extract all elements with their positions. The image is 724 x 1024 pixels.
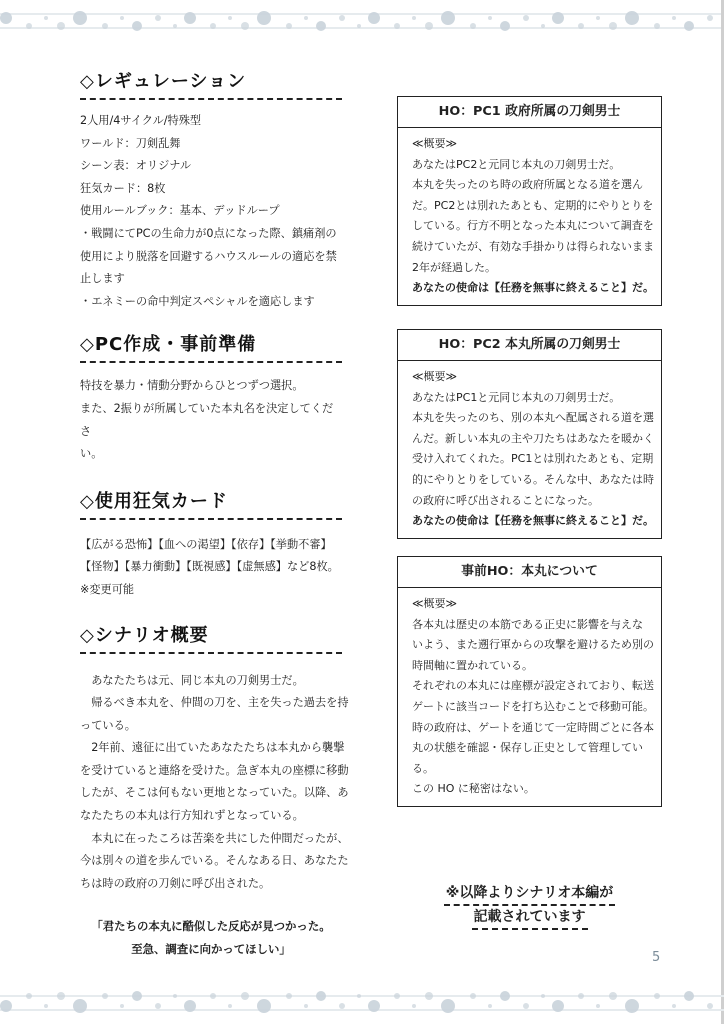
- border-dot: [625, 999, 639, 1013]
- regulation-line: ワールド：刀剣乱舞: [80, 136, 181, 150]
- regulation-line: 狂気カード：8枚: [80, 181, 166, 195]
- dot-border-top: [0, 0, 724, 40]
- ho-pre-line: それぞれの本丸には座標が設定されており、転送: [412, 679, 654, 693]
- border-dot: [488, 16, 492, 20]
- ho-pc2-mission: あなたの使命は【任務を無事に終えること】だ。: [412, 514, 654, 528]
- border-dot: [654, 23, 660, 29]
- ho-pc2-line: あなたはPC1と元同じ本丸の刀剣男士だ。: [412, 390, 621, 404]
- ho-pc1-mission: あなたの使命は【任務を無事に終えること】だ。: [412, 281, 654, 295]
- continuation-note-line2: 記載されています: [472, 907, 588, 930]
- synopsis-quote: [80, 915, 342, 960]
- border-dot: [73, 11, 87, 25]
- border-dot: [155, 1003, 161, 1009]
- ho-pre-line: 各本丸は歴史の本筋である正史に影響を与えな: [412, 617, 643, 631]
- border-dot: [73, 999, 87, 1013]
- top-decoration: [0, 0, 724, 40]
- border-dot: [228, 16, 232, 20]
- ho-pre-line: この HO に秘密はない。: [412, 782, 535, 796]
- border-dot: [707, 1003, 713, 1009]
- border-dot: [257, 999, 271, 1013]
- border-dot: [500, 991, 510, 1001]
- border-dot: [26, 993, 32, 999]
- ho-pc2-title: HO：PC2 本丸所属の刀剣男士: [398, 330, 661, 361]
- border-dot: [57, 22, 65, 30]
- border-dot: [44, 16, 48, 20]
- ho-pre-box: [397, 556, 662, 807]
- continuation-note-line1: ※以降よりシナリオ本編が: [444, 883, 615, 906]
- border-dot: [470, 993, 476, 999]
- page-number: 5: [652, 950, 661, 965]
- ho-pc1-title: HO：PC1 政府所属の刀剣男士: [398, 97, 661, 128]
- border-dot: [552, 12, 564, 24]
- ho-pre-line: いよう、また遡行軍からの攻撃を避けるため別の: [412, 638, 654, 652]
- border-dot: [357, 994, 361, 998]
- ho-pc1-line: 2年が経過した。: [412, 260, 496, 274]
- ho-pc1-line: 本丸を失ったのち時の政府所属となる道を選ん: [412, 178, 643, 192]
- border-dot: [241, 22, 249, 30]
- ho-pre-line: ≪概要≫: [412, 597, 458, 610]
- border-dot: [210, 23, 216, 29]
- bottom-decoration: [0, 984, 724, 1024]
- ho-pc1-line: だ。PC2とは別れたあとも、定期的にやりとりを: [412, 198, 654, 212]
- ho-pc2-box: [397, 329, 662, 539]
- madness-cards-heading: ◇使用狂気カード: [80, 490, 342, 520]
- border-dot: [470, 23, 476, 29]
- ho-pre-title: 事前HO：本丸について: [398, 557, 661, 588]
- border-dot: [339, 1003, 345, 1009]
- border-dot: [286, 23, 292, 29]
- ho-pc1-line: している。行方不明となった本丸について調査を: [412, 219, 654, 233]
- border-dot: [412, 1004, 416, 1008]
- synopsis-line: なたたちの本丸は行方知れずとなっている。: [80, 809, 304, 823]
- border-dot: [707, 15, 713, 21]
- regulation-list: [80, 110, 342, 313]
- border-dot: [672, 1004, 676, 1008]
- quote-line: 「君たちの本丸に酷似した反応が見つかった。: [91, 919, 331, 934]
- regulation-line: シーン表：オリジナル: [80, 159, 192, 173]
- border-dot: [672, 16, 676, 20]
- border-dot: [0, 1000, 12, 1012]
- ho-pc2-line: 的にやりとりをしている。そんな中、あなたは時: [412, 472, 654, 486]
- synopsis-line: あなたたちは元、同じ本丸の刀剣男士だ。: [80, 673, 304, 687]
- regulation-line: ・エネミーの命中判定スペシャルを適応します: [80, 294, 315, 308]
- left-column: [80, 70, 349, 961]
- ho-pre-line: 丸の状態を確認・保存し正史として管理してい: [412, 741, 643, 755]
- border-dot: [425, 22, 433, 30]
- border-dot: [132, 21, 142, 31]
- synopsis-heading: ◇シナリオ概要: [80, 624, 342, 654]
- border-dot: [339, 15, 345, 21]
- border-dot: [609, 992, 617, 1000]
- border-dot: [316, 991, 326, 1001]
- border-dot: [132, 991, 142, 1001]
- regulation-heading: ◇レギュレーション: [80, 70, 342, 100]
- pc-creation-text: [80, 375, 342, 465]
- border-dot: [184, 1000, 196, 1012]
- continuation-note: [397, 882, 662, 930]
- ho-pre-line: る。: [412, 761, 434, 775]
- border-dot: [684, 21, 694, 31]
- border-dot: [596, 16, 600, 20]
- madness-cards-line: ※変更可能: [80, 582, 135, 596]
- border-dot: [120, 1004, 124, 1008]
- regulation-line: 止します: [80, 272, 125, 286]
- synopsis-text: [80, 670, 349, 896]
- border-dot: [552, 1000, 564, 1012]
- pc-creation-heading: ◇PC作成・事前準備: [80, 333, 342, 363]
- pc-creation-line: また、2振りが所属していた本丸名を決定してくださ: [80, 401, 334, 438]
- synopsis-line: っている。: [80, 718, 136, 732]
- madness-cards-line: 【広がる恐怖】【血への渇望】【依存】【挙動不審】: [80, 537, 332, 551]
- ho-pc2-line: 本丸を失ったのち、別の本丸へ配属される道を選: [412, 411, 654, 425]
- border-dot: [394, 23, 400, 29]
- border-dot: [304, 1004, 308, 1008]
- border-dot: [541, 24, 545, 28]
- border-dot: [654, 993, 660, 999]
- border-dot: [316, 21, 326, 31]
- border-dot: [241, 992, 249, 1000]
- border-dot: [26, 23, 32, 29]
- border-dot: [155, 15, 161, 21]
- synopsis-line: 2年前、遠征に出ていたあなたたちは本丸から襲撃: [80, 741, 345, 755]
- border-dot: [0, 12, 12, 24]
- border-dot: [184, 12, 196, 24]
- synopsis-line: 今は別々の道を歩んでいる。そんなある日、あなたた: [80, 854, 349, 868]
- madness-cards-line: 【怪物】【暴力衝動】【既視感】【虚無感】など8枚。: [80, 560, 339, 574]
- border-dot: [412, 16, 416, 20]
- border-dot: [228, 1004, 232, 1008]
- border-dot: [488, 1004, 492, 1008]
- border-dot: [357, 24, 361, 28]
- border-dot: [368, 1000, 380, 1012]
- dot-border-bottom: [0, 984, 724, 1024]
- border-dot: [257, 11, 271, 25]
- quote-line: 至急、調査に向かってほしい」: [131, 942, 291, 957]
- ho-pre-line: 時の政府は、ゲートを通じて一定時間ごとに各本: [412, 720, 654, 734]
- border-dot: [684, 991, 694, 1001]
- border-dot: [57, 992, 65, 1000]
- border-dot: [286, 993, 292, 999]
- border-dot: [596, 1004, 600, 1008]
- synopsis-line: 本丸に在ったころは苦楽を共にした仲間だったが、: [80, 831, 349, 845]
- synopsis-line: を受けていると連絡を受けた。急ぎ本丸の座標に移動: [80, 763, 349, 777]
- border-dot: [102, 993, 108, 999]
- regulation-line: 2人用/4サイクル/特殊型: [80, 114, 202, 127]
- border-dot: [625, 11, 639, 25]
- border-dot: [394, 993, 400, 999]
- border-dot: [523, 1003, 529, 1009]
- ho-pc2-line: 受け入れてくれた。PC1とは別れたあとも、定期: [412, 452, 654, 466]
- border-dot: [523, 15, 529, 21]
- ho-pre-line: 時間軸に置かれている。: [412, 658, 533, 672]
- pc-creation-line: 特技を暴力・情動分野からひとつずつ選択。: [80, 379, 304, 393]
- border-dot: [368, 12, 380, 24]
- border-dot: [441, 999, 455, 1013]
- border-dot: [425, 992, 433, 1000]
- ho-pc2-line: ≪概要≫: [412, 370, 458, 383]
- border-dot: [304, 16, 308, 20]
- ho-pc2-line: の政府に呼び出されることになった。: [412, 493, 599, 507]
- ho-pc1-line: ≪概要≫: [412, 137, 458, 150]
- border-dot: [541, 994, 545, 998]
- synopsis-line: ちは時の政府の刀剣に呼び出された。: [80, 876, 271, 890]
- border-dot: [102, 23, 108, 29]
- border-dot: [500, 21, 510, 31]
- madness-cards-list: [80, 534, 342, 602]
- border-dot: [120, 16, 124, 20]
- border-dot: [210, 993, 216, 999]
- border-dot: [173, 24, 177, 28]
- synopsis-line: 帰るべき本丸を、仲間の刀を、主を失った過去を持: [80, 696, 349, 710]
- border-dot: [578, 993, 584, 999]
- synopsis-line: したが、そこは何もない更地となっていた。以降、あ: [80, 786, 349, 800]
- ho-pc2-line: んだ。新しい本丸の主や刀たちはあなたを暖かく: [412, 431, 654, 445]
- border-dot: [609, 22, 617, 30]
- ho-pc1-line: 続けていたが、有効な手掛かりは得られないまま: [412, 239, 654, 253]
- ho-pc1-box: [397, 96, 662, 306]
- border-dot: [578, 23, 584, 29]
- ho-pre-line: ゲートに該当コードを打ち込むことで移動可能。: [412, 699, 654, 713]
- pc-creation-line: い。: [80, 447, 103, 461]
- regulation-line: 使用ルールブック：基本、デッドループ: [80, 204, 280, 218]
- border-dot: [44, 1004, 48, 1008]
- regulation-line: 使用により脱落を回避するハウスルールの適応を禁: [80, 249, 337, 263]
- border-dot: [441, 11, 455, 25]
- ho-pc1-line: あなたはPC2と元同じ本丸の刀剣男士だ。: [412, 157, 621, 171]
- regulation-line: ・戦闘にてPCの生命力が0点になった際、鎮痛剤の: [80, 226, 337, 240]
- border-dot: [173, 994, 177, 998]
